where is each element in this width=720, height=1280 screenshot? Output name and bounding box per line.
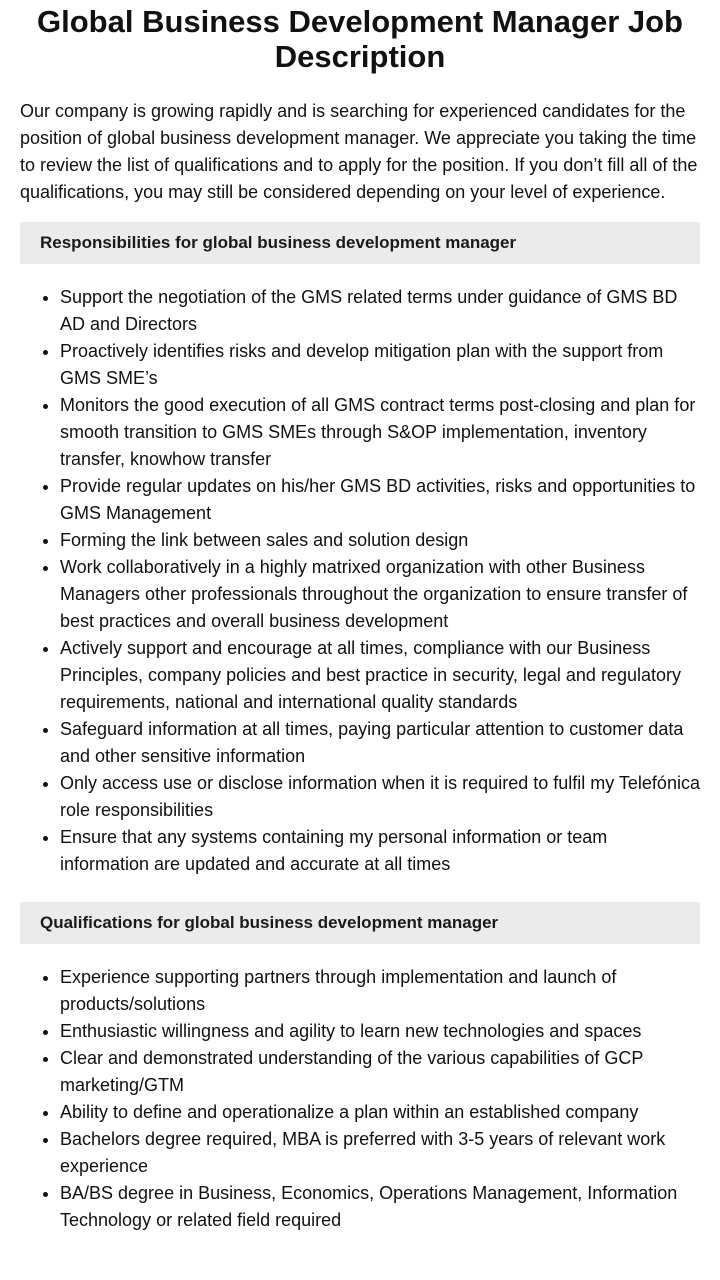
qualifications-list	[20, 964, 700, 1234]
list-item: • Ability to define and operationalize a plan within an established company	[60, 1099, 700, 1126]
responsibilities-heading: Responsibilities for global business development manager	[20, 222, 700, 264]
list-item: • Only access use or disclose information when it is required to fulfil my Telefónica role responsibilities	[60, 770, 700, 824]
list-item: • Forming the link between sales and solution design	[60, 527, 700, 554]
intro-paragraph: Our company is growing rapidly and is searching for experienced candidates for the position of global business development manager. We appreciate you taking the time to review the list of qualifications and to apply for the position. If you don’t fill all of the qualifications, you may still be considered depending on your level of experience.	[20, 101, 698, 202]
list-item: • Experience supporting partners through implementation and launch of products/solutions	[60, 964, 700, 1018]
list-item: • Clear and demonstrated understanding of the various capabilities of GCP marketing/GTM	[60, 1045, 700, 1099]
list-item: • Support the negotiation of the GMS related terms under guidance of GMS BD AD and Directors	[60, 284, 700, 338]
list-item: • Monitors the good execution of all GMS contract terms post-closing and plan for smooth transition to GMS SMEs through S&OP implementation, inventory transfer, knowhow transfer	[60, 392, 700, 473]
list-item: • Proactively identifies risks and develop mitigation plan with the support from GMS SME’s	[60, 338, 700, 392]
list-item: • Ensure that any systems containing my personal information or team information are updated and accurate at all times	[60, 824, 700, 878]
list-item: • Safeguard information at all times, paying particular attention to customer data and other sensitive information	[60, 716, 700, 770]
list-item: • Work collaboratively in a highly matrixed organization with other Business Managers other professionals throughout the organization to ensure transfer of best practices and overall business development	[60, 554, 700, 635]
list-item: • Actively support and encourage at all times, compliance with our Business Principles, company policies and best practice in security, legal and regulatory requirements, national and international quality standards	[60, 635, 700, 716]
qualifications-heading: Qualifications for global business development manager	[20, 902, 700, 944]
list-item: • Enthusiastic willingness and agility to learn new technologies and spaces	[60, 1018, 700, 1045]
list-item: • Provide regular updates on his/her GMS BD activities, risks and opportunities to GMS Management	[60, 473, 700, 527]
responsibilities-list	[20, 284, 700, 878]
list-item: • Bachelors degree required, MBA is preferred with 3-5 years of relevant work experience	[60, 1126, 700, 1180]
page-title: Global Business Development Manager Job Description	[37, 4, 683, 74]
list-item: • BA/BS degree in Business, Economics, Operations Management, Information Technology or related field required	[60, 1180, 700, 1234]
